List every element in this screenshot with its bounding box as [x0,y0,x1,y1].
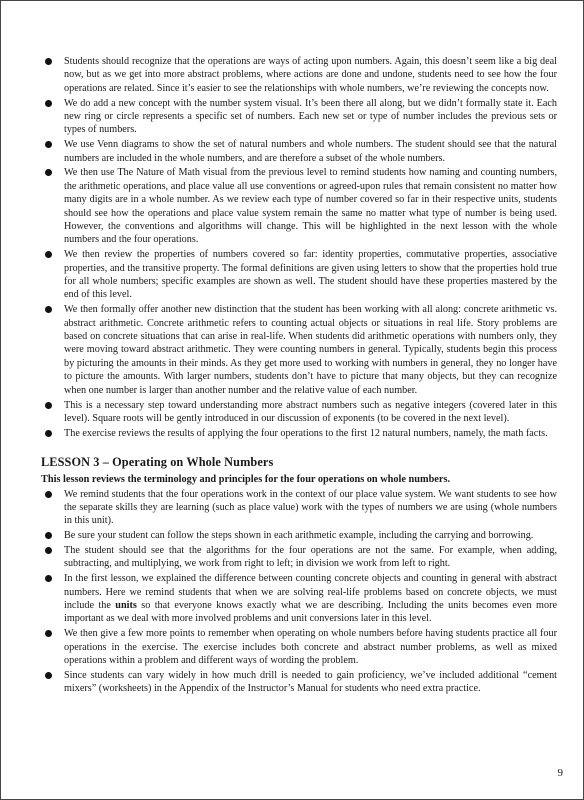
list-item-text: We use Venn diagrams to show the set of natural numbers and whole numbers. The student should see that the natural numbers are included in the whole numbers, and are therefore a subset of the whole numbers. [64,139,557,164]
list-item [41,488,557,528]
list-item [41,427,557,440]
list-item-text: Students should recognize that the operations are ways of acting upon numbers. Again, this doesn’t seem like a big deal now, but as we get into more abstract problems, where actions are done and undone, students need to see how the four operations are related. Since it’s easier to see the relationships with whole numbers, we’re reviewing the concepts now. [64,56,557,94]
list-item [41,248,557,302]
list-item [41,572,557,626]
list-item-text: We then give a few more points to remember when operating on whole numbers before having students practice all four operations in the exercise. The exercise includes both concrete and abstract number problems, as well as mixed operations within a problem and different ways of wording the problem. [64,628,557,666]
bullet-icon [45,547,52,554]
list-item-text: This is a necessary step toward understanding more abstract numbers such as negative integers (covered later in this level). Square roots will be gently introduced in our discussion of exponents (to be covered in the next level). [64,399,557,424]
list-item [41,97,557,137]
list-item-text: The student should see that the algorithms for the four operations are not the same. For example, when adding, subtracting, and multiplying, we work from right to left; in division we work from left to right. [64,544,557,570]
list-item [41,627,557,667]
list-item-text: We remind students that the four operations work in the context of our place value system. We want students to see how the separate skills they are learning (such as place value) work with the types of numbers we are using (whole numbers in this unit). [64,488,557,527]
bullet-icon [45,58,52,65]
bullet-icon [45,430,52,437]
list-item [41,544,557,571]
lesson-heading: LESSON 3 – Operating on Whole Numbers [41,455,274,470]
bullet-icon [45,672,52,679]
bullet-icon [45,491,52,498]
list-item [41,138,557,165]
bullet-icon [45,630,52,637]
bullet-icon [45,100,52,107]
list-item-text: The exercise reviews the results of applying the four operations to the first 12 natural numbers, namely, the math facts. [64,427,548,439]
bullet-icon [45,169,52,176]
list-item-text: We then formally offer another new distinction that the student has been working with all along: concrete arithmetic vs. abstract arithmetic. Concrete arithmetic refers to counting actual objects or situations in real life. Story problems are based on concrete situations that can arise in real-life. When students did arithmetic operations with numbers only, they were moving toward abstract arithmetic. They were counting numbers in general. Typically, students begin this process by picturing the amounts in their minds. As they get more used to working with numbers in general, they no longer have to picture the amounts. With larger numbers, students don’t have to picture that many objects, but they can recognize when one number is larger than another number and the relative value of each number. [64,304,557,396]
bullet-icon [45,532,52,539]
lesson-bullet-list [41,488,557,696]
units-text-before: In the first lesson, we explained the difference between counting concrete objects and counting in general with abstract numbers. Here we remind students that when we are solving real-life problems based on concrete objects, we must include the [64,573,557,611]
units-text-after: so that everyone knows exactly what we are describing. Including the units becomes even more important as we deal with more involved problems and unit conversions later in this level. [64,599,557,625]
page-number: 9 [557,767,563,779]
bullet-icon [45,575,52,582]
list-item-text: Since students can vary widely in how much drill is needed to gain proficiency, we’ve included additional “cement mixers” (worksheets) in the Appendix of the Instructor’s Manual for students who need extra practice. [64,669,557,695]
bullet-icon [45,402,52,409]
bullet-icon [45,306,52,313]
list-item [41,529,557,542]
list-item [41,303,557,397]
list-item-text: We then review the properties of numbers covered so far: identity properties, commutative properties, associative properties, and the transitive property. The formal definitions are given using letters to show that the properties hold true for all whole numbers; specific examples are shown as well. The student should have these properties mastered by the end of this level. [64,249,557,301]
page-content [41,55,557,697]
bullet-icon [45,251,52,258]
review-bullet-list [41,55,557,440]
list-item-text: We do add a new concept with the number system visual. It’s been there all along, but we didn’t formally state it. Each new ring or circle represents a specific set of numbers. Each new set or type of number includes the previous sets or types of numbers. [64,97,557,136]
list-item-text: We then use The Nature of Math visual from the previous level to remind students how naming and counting numbers, the arithmetic operations, and place value all use conventions or agreed-upon rules that remain consistent no matter how many digits are in a whole number. As we review each type of number covered so far in their respective units, students should see how the operations and place value system remain the same no matter what type of number is being used. However, the conventions and algorithms will change. This will be highlighted in the next lesson with the whole numbers and the four operations. [64,167,557,246]
list-item [41,55,557,95]
list-item-text [64,573,557,624]
list-item [41,166,557,246]
bullet-icon [45,141,52,148]
list-item-text: Be sure your student can follow the steps shown in each arithmetic example, including the carrying and borrowing. [64,530,534,542]
lesson-intro: This lesson reviews the terminology and principles for the four operations on whole numbers. [41,474,451,486]
list-item [41,399,557,426]
units-emphasis: units [115,599,137,611]
list-item [41,669,557,696]
